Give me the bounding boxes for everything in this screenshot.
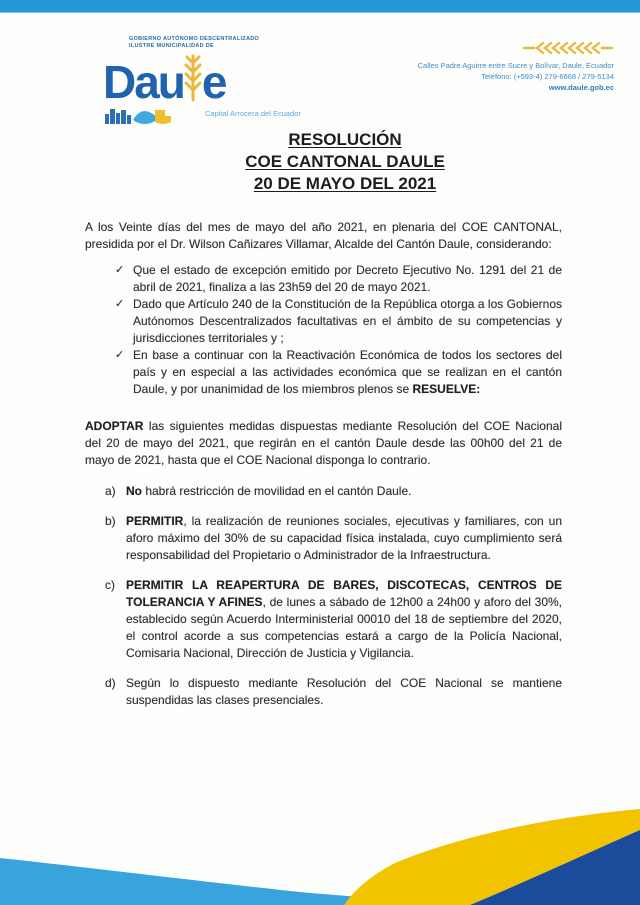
measure-item-b (105, 513, 562, 564)
consideration-item (115, 296, 562, 347)
resolution-bold: ADOPTAR (85, 419, 144, 433)
consideration-text: Que el estado de excepción emitido por Decreto Ejecutivo No. 1291 del 21 de abril de 2021, finaliza a las 23h59 del 20 de mayo 2021. (133, 263, 562, 294)
checkmark-icon: ✓ (115, 349, 125, 361)
title-line2: COE CANTONAL DAULE (245, 152, 445, 171)
skyline-waves-icon (103, 100, 199, 126)
checkmark-icon: ✓ (115, 264, 125, 276)
measure-text: , la realización de reuniones sociales, ejecutivas y familiares, con un aforo máximo del 30% de su capacidad física instalada, cuyo cumplimiento será responsabilidad del Propietario o Administrador de la Infraestructura. (126, 514, 562, 562)
resolution-paragraph (85, 418, 562, 469)
consideration-item (115, 347, 562, 398)
logo-org-line1: GOBIERNO AUTÓNOMO DESCENTRALIZADO (129, 36, 260, 42)
logo-wordmark (103, 50, 333, 106)
wordmark-suffix: e (201, 56, 226, 108)
resolution-text: las siguientes medidas dispuestas mediante Resolución del COE Nacional del 20 de mayo del 2021, que regirán en el cantón Daule desde las 00h00 del 21 de mayo de 2021, hasta que el COE Nacional disponga lo contrario. (85, 419, 562, 467)
measure-item-a (105, 483, 562, 500)
contact-address: Calles Padre Aguirre entre Sucre y Bolívar, Daule, Ecuador (417, 61, 614, 70)
consideration-item (115, 262, 562, 296)
header-contact-block (418, 42, 614, 93)
measure-item-c (105, 577, 562, 662)
wheat-arrow-icon (522, 42, 614, 54)
document-body (85, 219, 562, 722)
measure-letter: a) (105, 484, 116, 498)
measure-text: , de lunes a sábado de 12h00 a 24h00 y aforo del 30%, establecido según Acuerdo Interministerial 00010 del 18 de septiembre del 2020, el control acorde a sus competencias estará a cargo de la Policía Nacional, Comisaria Nacional, Dirección de Justicia y Vigilancia. (126, 595, 562, 660)
intro-paragraph: A los Veinte días del mes de mayo del año 2021, en plenaria del COE CANTONAL, presidida por el Dr. Wilson Cañizares Villamar, Alcalde del Cantón Daule, considerando: (85, 220, 562, 251)
title-line1: RESOLUCIÓN (288, 130, 402, 149)
checkmark-icon: ✓ (115, 298, 125, 310)
measure-text: habrá restricción de movilidad en el cantón Daule. (142, 484, 412, 498)
measure-letter: b) (105, 514, 116, 528)
consideration-bold: RESUELVE: (412, 382, 481, 396)
measure-letter: c) (105, 578, 115, 592)
contact-website[interactable]: www.daule.gob.ec (548, 83, 614, 92)
measure-bold: PERMITIR (126, 514, 184, 528)
measure-bold: PERMITIR LA REAPERTURA DE BARES, DISCOTECAS, CENTROS DE TOLERANCIA Y AFINES (126, 578, 562, 609)
daule-logo (103, 36, 333, 126)
measure-letter: d) (105, 676, 116, 690)
logo-org-text (129, 36, 333, 50)
logo-tagline: Capital Arrocera del Ecuador (205, 108, 301, 118)
top-blue-strip (0, 0, 640, 13)
considerations-list (85, 262, 562, 398)
footer-wave-decoration (0, 793, 640, 905)
title-line3: 20 DE MAYO DEL 2021 (253, 174, 437, 193)
consideration-text: Dado que Artículo 240 de la Constitución de la República otorga a los Gobiernos Autónomos Descentralizados facultativas en el ámbito de su competencias y jurisdicciones territoriales y ; (133, 297, 562, 345)
logo-org-line2: ILUSTRE MUNICIPALIDAD DE (129, 43, 215, 49)
consideration-text: En base a continuar con la Reactivación Económica de todos los sectores del país y en especial a las actividades económica que se realizan en el cantón Daule, y por unanimidad de los miembros plenos se (133, 348, 562, 396)
measure-text: Según lo dispuesto mediante Resolución del COE Nacional se mantiene suspendidas las clases presenciales. (126, 676, 562, 707)
wordmark-prefix: Dau (103, 56, 184, 108)
document-title (85, 129, 605, 195)
contact-phone: Teléfono: (+593-4) 279-6668 / 279-5134 (481, 72, 614, 81)
measure-bold: No (126, 484, 142, 498)
wheat-spike-icon (183, 50, 203, 102)
measure-item-d (105, 675, 562, 709)
measures-list (85, 483, 562, 709)
